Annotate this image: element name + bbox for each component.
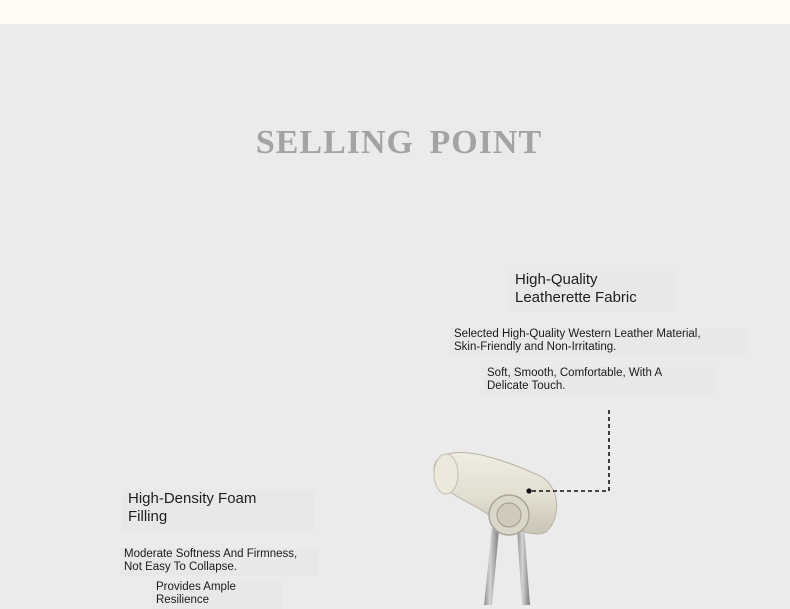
feature-desc-line: Selected High-Quality Western Leather Material, [454, 328, 701, 340]
feature-desc-line: Soft, Smooth, Comfortable, With A [487, 367, 663, 379]
feature-title-leatherette-fabric [509, 271, 677, 311]
crutch-metal-shafts [484, 526, 530, 605]
feature-desc-line: Skin-Friendly and Non-Irritating. [454, 341, 617, 353]
feature-title-foam-filling [122, 490, 314, 530]
feature-title-line: High-Quality [515, 271, 598, 288]
crutch-arm-pad [434, 453, 557, 535]
feature-title-line: Leatherette Fabric [515, 289, 637, 306]
feature-desc-line: Not Easy To Collapse. [124, 561, 237, 573]
feature-desc-line: Moderate Softness And Firmness, [124, 548, 298, 560]
feature-desc-leather-material [450, 328, 747, 356]
feature-desc-line: Delicate Touch. [487, 380, 566, 392]
feature-desc-firmness [120, 548, 318, 576]
feature-title-line: High-Density Foam [128, 490, 257, 507]
section-heading: SELLING POINT [255, 124, 543, 161]
feature-title-line: Filling [128, 508, 168, 525]
feature-desc-line: Provides Ample [156, 581, 236, 593]
feature-desc-line: Resilience [156, 594, 210, 606]
feature-desc-soft-touch [483, 367, 715, 395]
